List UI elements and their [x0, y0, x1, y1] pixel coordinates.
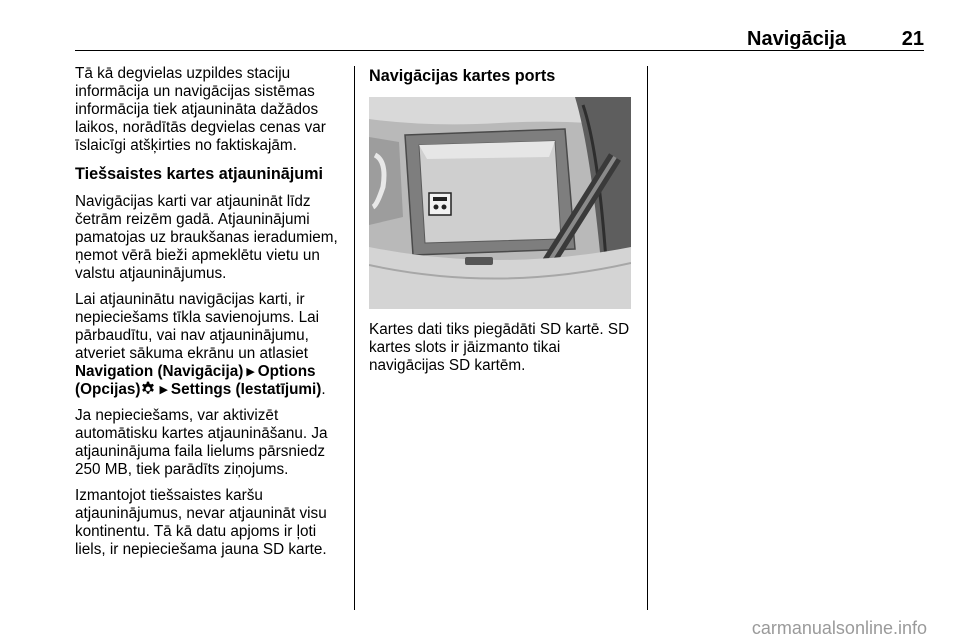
column-divider-2: [647, 66, 648, 610]
paragraph-limitations: Izmantojot tiešsaistes karšu atjauninājumus, nevar atjaunināt visu kontinentu. Tā kā datu apjoms ir ļoti liels, ir nepieciešama jauna SD karte.: [75, 487, 327, 558]
right-triangle-icon: ▶: [246, 366, 255, 378]
site-watermark: carmanualsonline.info: [751, 618, 927, 638]
gear-icon: [140, 381, 156, 397]
menu-options: Options (Opcijas): [75, 363, 316, 398]
sd-card-slot-illustration: [369, 97, 631, 309]
section-title: Navigācija: [747, 28, 846, 50]
menu-navigation: Navigation (Navigācija): [75, 363, 244, 380]
page-number: 21: [901, 28, 924, 50]
heading-online-updates: Tiešsaistes kartes atjauninājumi: [75, 165, 324, 183]
left-column: [75, 65, 343, 567]
paragraph-auto-update: Ja nepieciešams, var aktivizēt automātisku kartes atjaunināšanu. Ja atjauninājuma faila lielums pārsniedz 250 MB, tiek parādīts ziņojums.: [75, 407, 328, 478]
heading-map-port: Navigācijas kartes ports: [369, 67, 556, 85]
column-divider-1: [354, 66, 355, 610]
paragraph-update-frequency: Navigācijas karti var atjaunināt līdz četrām reizēm gadā. Atjauninājumi pamatojas uz braukšanas ieradumiem, ņemot vērā bieži apmeklētu vietu un valstu atjauninājumus.: [75, 193, 338, 282]
update-intro-text: Lai atjauninātu navigācijas karti, ir nepieciešams tīkla savienojums. Lai pārbaudītu, vai nav atjauninājumu, atveriet sākuma ekrānu un atlasiet: [75, 291, 320, 362]
page-header: [75, 28, 924, 51]
sentence-end: .: [321, 381, 326, 398]
paragraph-fuel-info: Tā kā degvielas uzpildes staciju informācija un navigācijas sistēmas informācija tiek atjaunināta dažādos laikos, norādītās degvielas cenas var īslaicīgi atšķirties no faktiskajām.: [75, 65, 326, 154]
caption-sd-card: Kartes dati tiks piegādāti SD kartē. SD kartes slots ir jāizmanto tikai navigācijas SD kartēm.: [369, 321, 630, 374]
right-triangle-icon: ▶: [159, 384, 168, 396]
paragraph-how-to-update: [75, 291, 343, 399]
right-column: [369, 65, 637, 383]
menu-settings: Settings (Iestatījumi): [170, 381, 322, 398]
